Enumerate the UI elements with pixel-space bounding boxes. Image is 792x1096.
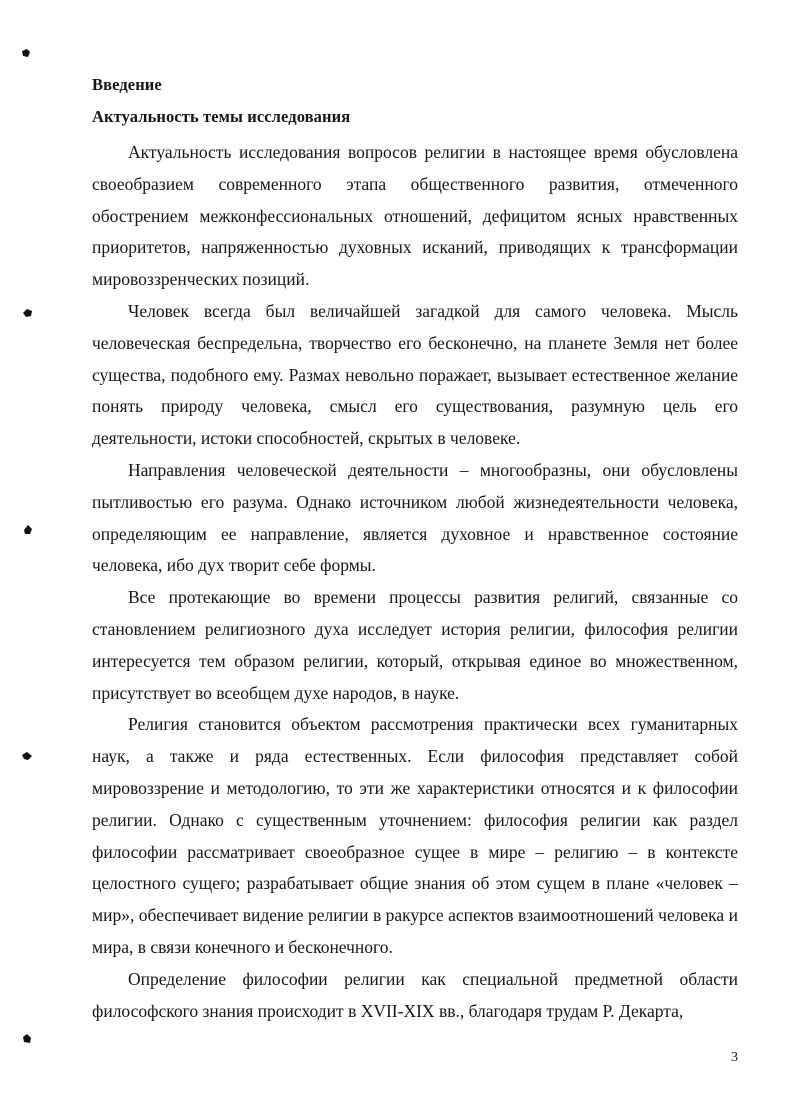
punch-hole-mark-4 [21,750,33,762]
body-text [92,137,738,1027]
paragraph-2: Человек всегда был величайшей загадкой для самого человека. Мысль человеческая беспредельна, творчество его бесконечно, на планете Земля нет более существа, подобного ему. Размах невольно поражает, вызывает естественное желание понять природу человека, смысл его существования, разумную цель его деятельности, истоки способностей, скрытых в человеке. [92,300,738,449]
paragraph-4: Все протекающие во времени процессы развития религий, связанные со становлением религиозного духа исследует история религии, философия религии интересуется тем образом религии, который, открывая единое во множественном, присутствует во всеобщем духе народов, в науке. [92,587,738,703]
punch-hole-mark-1 [20,47,32,59]
section-heading-introduction: Введение [92,75,162,94]
punch-hole-mark-5 [21,1033,33,1045]
page-number: 3 [731,1050,738,1065]
punch-hole-mark-3 [22,524,34,536]
paragraph-5: Религия становится объектом рассмотрения практически всех гуманитарных наук, а также и ряда естественных. Если философия представляет собой мировоззрение и методологию, то эти же характеристики относятся и к философии религии. Однако с существенным уточнением: философия религии как раздел философии рассматривает своеобразное сущее в мире – религию – в контексте целостного сущего; разрабатывает общие знания об этом сущем в плане «человек – мир», обеспечивает видение религии в ракурсе аспектов взаимоотношений человека и мира, в связи конечного и бесконечного. [92,714,738,957]
section-heading-relevance: Актуальность темы исследования [92,107,351,126]
paragraph-1: Актуальность исследования вопросов религии в настоящее время обусловлена своеобразием современного этапа общественного развития, отмеченного обострением межконфессиональных отношений, дефицитом ясных нравственных приоритетов, напряженностью духовных исканий, приводящих к трансформации мировоззренческих позиций. [92,142,738,290]
paragraph-3: Направления человеческой деятельности – многообразны, они обусловлены пытливостью его разума. Однако источником любой жизнедеятельности человека, определяющим ее направление, является духовное и нравственное состояние человека, ибо дух творит себе формы. [92,459,738,576]
punch-hole-mark-2 [22,307,34,319]
paragraph-6: Определение философии религии как специальной предметной области философского знания происходит в XVII-XIX вв., благодаря трудам Р. Декарта, [92,968,738,1021]
